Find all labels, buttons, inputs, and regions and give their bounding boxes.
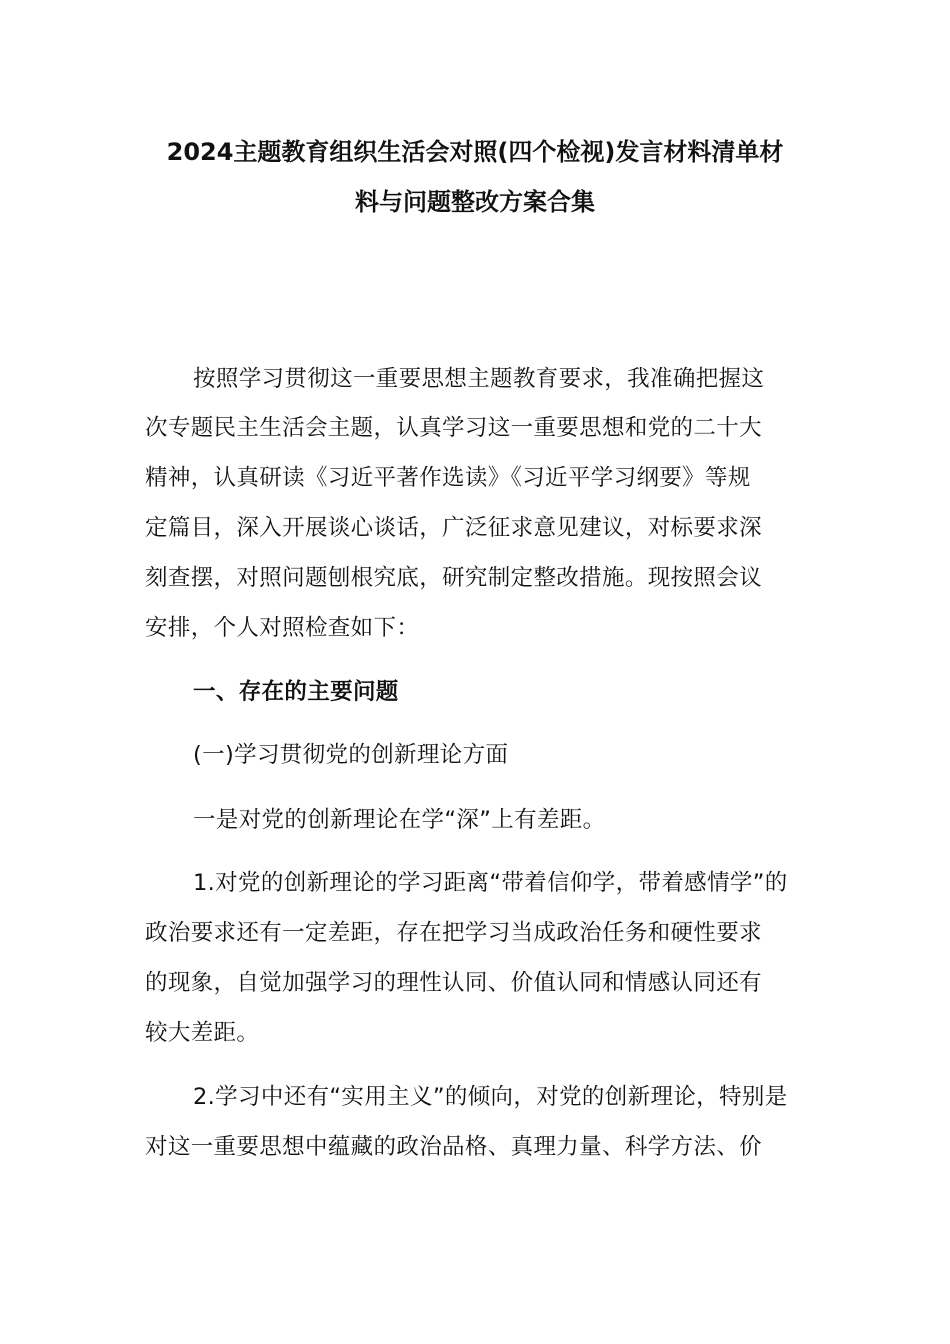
item2-line-2: 对这一重要思想中蕴藏的政治品格、真理力量、科学方法、价 bbox=[145, 1134, 762, 1160]
item1-line-4: 较大差距。 bbox=[145, 1020, 260, 1046]
item2-line-1: 2.学习中还有“实用主义”的倾向，对党的创新理论，特别是 bbox=[193, 1084, 788, 1110]
subsection-heading: (一)学习贯彻党的创新理论方面 bbox=[193, 742, 509, 768]
section-heading: 一、存在的主要问题 bbox=[193, 679, 399, 705]
item1-line-3: 的现象，自觉加强学习的理性认同、价值认同和情感认同还有 bbox=[145, 970, 762, 996]
intro-line-4: 定篇目，深入开展谈心谈话，广泛征求意见建议，对标要求深 bbox=[145, 515, 762, 541]
intro-line-3: 精神，认真研读《习近平著作选读》《习近平学习纲要》等规 bbox=[145, 465, 751, 491]
intro-line-5: 刻查摆，对照问题刨根究底，研究制定整改措施。现按照会议 bbox=[145, 565, 762, 591]
intro-line-1: 按照学习贯彻这一重要思想主题教育要求，我准确把握这 bbox=[193, 366, 765, 392]
item1-line-2: 政治要求还有一定差距，存在把学习当成政治任务和硬性要求 bbox=[145, 920, 762, 946]
intro-line-6: 安排，个人对照检查如下： bbox=[145, 615, 420, 641]
document-title-line-2: 料与问题整改方案合集 bbox=[355, 188, 595, 216]
item1-line-1: 1.对党的创新理论的学习距离“带着信仰学，带着感情学”的 bbox=[193, 870, 788, 896]
document-title-line-1: 2024主题教育组织生活会对照(四个检视)发言材料清单材 bbox=[166, 138, 784, 166]
point-heading: 一是对党的创新理论在学“深”上有差距。 bbox=[193, 807, 606, 833]
intro-line-2: 次专题民主生活会主题，认真学习这一重要思想和党的二十大 bbox=[145, 415, 762, 441]
